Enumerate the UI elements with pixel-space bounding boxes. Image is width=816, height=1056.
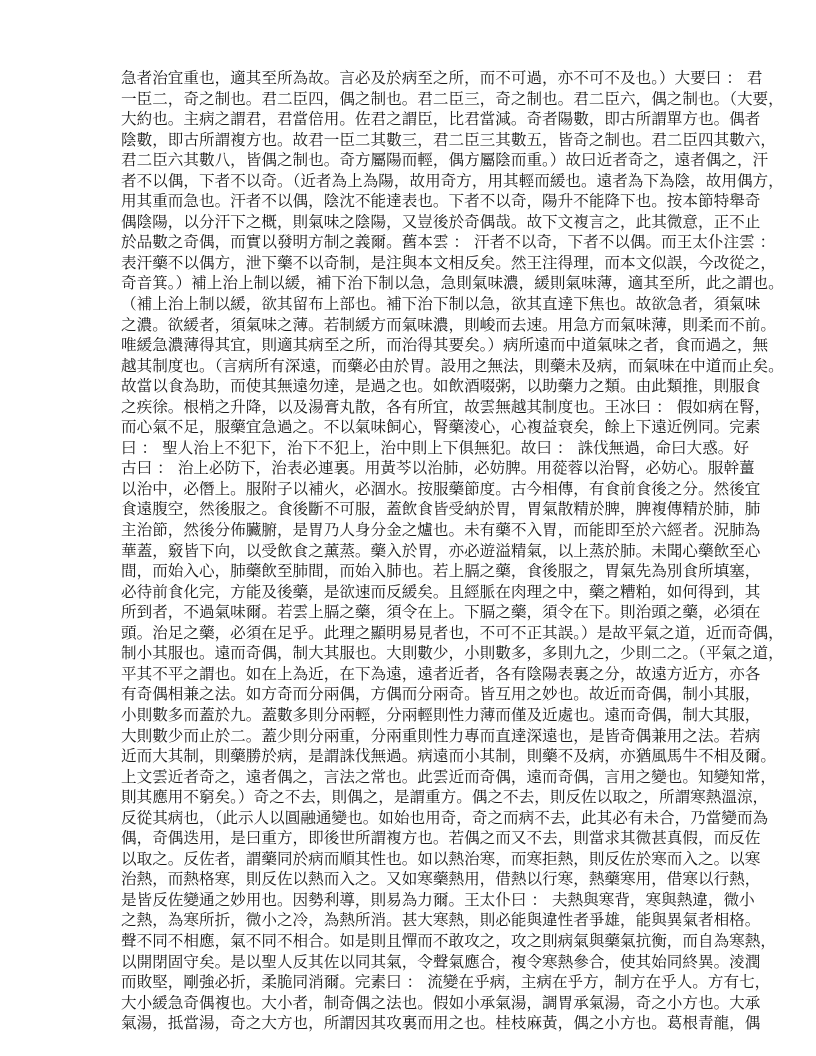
text-line: 故當以食為助，而使其無遠勿達，是過之也。如飲酒啜粥，以助藥力之類。由此類推，則服食: [121, 377, 761, 396]
text-line: 而敗堅，剛強必折，柔脆同消爾。完素曰 ： 流變在乎病，主病在乎方，制方在乎人。方有七，: [121, 973, 771, 992]
document-page: [121, 68, 784, 1034]
text-line: 大約也。主病之謂君，君當倍用。佐君之謂臣，比君當減。奇者陽數，即古所謂單方也。偶者: [121, 110, 761, 129]
text-line: 反從其病也，（此示人以圓融通變也。如始也用奇，奇之而病不去，此其必有未合，乃當變而為: [121, 808, 769, 827]
text-line: 大則數少而止於二。蓋少則分兩重，分兩重則性力專而直達深遠也，是皆奇偶兼用之法。若病: [121, 726, 761, 745]
text-line: 偶陰陽，以分汗下之概，則氣味之陰陽，又豈後於奇偶哉。故下文複言之，此其微意，正不止: [121, 212, 761, 231]
text-line: 大小緩急奇偶複也。大小者，制奇偶之法也。假如小承氣湯，調胃承氣湯，奇之小方也。大承: [121, 993, 761, 1012]
text-line: 一臣二，奇之制也。君二臣四，偶之制也。君二臣三，奇之制也。君二臣六，偶之制也。（大要，: [121, 89, 784, 108]
text-line: 聲不同不相應，氣不同不相合。如是則且憚而不敢攻之，攻之則病氣與藥氣抗衡，而自為寒熱，: [121, 931, 776, 950]
text-line: 上文雲近者奇之，遠者偶之，言法之常也。此雲近而奇偶，遠而奇偶，言用之變也。知變知常，: [121, 767, 776, 786]
text-line: 君二臣六其數八，皆偶之制也。奇方屬陽而輕，偶方屬陰而重。）故曰近者奇之，遠者偶之，汗: [121, 151, 769, 170]
text-line: 以取之。反佐者，謂藥同於病而順其性也。如以熱治寒，而寒拒熱，則反佐於寒而入之。以寒: [121, 849, 761, 868]
text-line: 制小其服也。遠而奇偶，制大其服也。大則數少，小則數多，多則九之，少則二之。（平氣之道，: [121, 644, 784, 663]
text-line: 者不以偶，下者不以奇。（近者為上為陽，故用奇方，用其輕而緩也。遠者為下為陰，故用偶方，: [121, 171, 784, 190]
text-line: 以開閉固守矣。是以聖人反其佐以同其氣，令聲氣應合，複令寒熱參合，使其始同終異。淩潤: [121, 952, 761, 971]
text-line: 必待前食化完，方能及後藥，是欲速而反緩矣。且經脈在肉理之中，藥之糟粕，如何得到，其: [121, 582, 761, 601]
text-line: 之疾徐。根梢之升降，以及湯膏丸散，各有所宜，故雲無越其制度也。王冰曰 ： 假如病在腎，: [121, 397, 771, 416]
text-line: 食遠腹空，然後服之。食後斷不可服，蓋飲食皆受納於胃，胃氣散精於脾，脾複傳精於肺，肺: [121, 500, 761, 519]
text-line: 而心氣不足，服藥宜急過之。不以氣味飼心，腎藥淩心，心複益衰矣，餘上下遠近例同。完素: [121, 418, 761, 437]
text-line: 所到者，不過氣味爾。若雲上膈之藥，須令在上。下膈之藥，須令在下。則治頭之藥，必須在: [121, 603, 761, 622]
text-line: 曰 ： 聖人治上不犯下，治下不犯上，治中則上下俱無犯。故曰 ： 誅伐無過，命曰大惑。好: [121, 438, 749, 457]
text-line: 偶，奇偶迭用，是曰重方，即後世所謂複方也。若偶之而又不去，則當求其微甚真假，而反佐: [121, 829, 761, 848]
text-line: 平其不平之謂也。如在上為近，在下為遠，遠者近者，各有陰陽表裏之分，故遠方近方，亦各: [121, 664, 761, 683]
text-line: 華蓋，竅皆下向，以受飲食之薰蒸。藥入於胃，亦必遊溢精氣，以上蒸於肺。未聞心藥飲至心: [121, 541, 761, 560]
text-line: 近而大其制，則藥勝於病，是謂誅伐無過。病遠而小其制，則藥不及病，亦猶風馬牛不相及爾。: [121, 747, 776, 766]
text-line: 古曰 ： 治上必防下，治表必連裏。用黃芩以治肺，必妨脾。用蓯蓉以治腎，必妨心。服幹薑: [121, 459, 755, 478]
text-line: 於品數之奇偶，而實以發明方制之義爾。舊本雲 ： 汗者不以奇，下者不以偶。而王太仆注雲 ：: [121, 233, 776, 252]
text-line: 則其應用不窮矣。）奇之不去，則偶之，是謂重方。偶之不去，則反佐以取之，所謂寒熱溫涼，: [121, 788, 769, 807]
body-text: [121, 68, 784, 1034]
text-line: 之熱，為寒所折，微小之冷，為熱所消。甚大寒熱，則必能與違性者爭雄，能與異氣者相格。: [121, 911, 761, 930]
text-line: 有奇偶相兼之法。如方奇而分兩偶，方偶而分兩奇。皆互用之妙也。故近而奇偶，制小其服，: [121, 685, 761, 704]
text-line: 主治節，然後分佈臟腑，是胃乃人身分金之爐也。未有藥不入胃，而能即至於六經者。況肺為: [121, 521, 761, 540]
text-line: 陰數，即古所謂複方也。故君一臣二其數三，君二臣三其數五，皆奇之制也。君二臣四其數六，: [121, 130, 776, 149]
text-line: 越其制度也。（言病所有深遠，而藥必由於胃。設用之無法，則藥未及病，而氣味在中道而止矣。: [121, 356, 784, 375]
text-line: 小則數多而蓋於九。蓋數多則分兩輕，分兩輕則性力薄而僅及近處也。遠而奇偶，制大其服，: [121, 705, 761, 724]
text-line: （補上治上制以緩，欲其留布上部也。補下治下制以急，欲其直達下焦也。故欲急者，須氣味: [121, 295, 761, 314]
text-line: 表汗藥不以偶方，泄下藥不以奇制，是注與本文相反矣。然王注得理，而本文似誤，今改從之，: [121, 253, 776, 272]
text-line: 唯緩急濃薄得其宜，則適其病至之所，而治得其要矣。）病所遠而中道氣味之者，食而過之，無: [121, 336, 769, 355]
text-line: 急者治宜重也，適其至所為故。言必及於病至之所，而不可過，亦不可不及也。）大要曰 ： 君: [121, 69, 763, 87]
text-line: 以治中，必僭上。服附子以補火，必涸水。按服藥節度。古今相傳，有食前食後之分。然後宜: [121, 479, 761, 498]
text-line: 治熱，而熱格寒，則反佐以熱而入之。又如寒藥熱用，借熱以行寒，熱藥寒用，借寒以行熱，: [121, 870, 761, 889]
text-line: 氣湯，抵當湯，奇之大方也，所謂因其攻裏而用之也。桂枝麻黃，偶之小方也。葛根青龍，偶: [121, 1014, 761, 1033]
text-line: 用其重而急也。汗者不以偶，陰沈不能達表也。下者不以奇，陽升不能降下也。按本節特舉奇: [121, 192, 761, 211]
text-line: 之濃。欲緩者，須氣味之薄。若制緩方而氣味濃，則峻而去速。用急方而氣味薄，則柔而不前。: [121, 315, 776, 334]
text-line: 間，而始入心，肺藥飲至肺間，而始入肺也。若上膈之藥，食後服之，胃氣先為別食所填塞，: [121, 562, 761, 581]
text-line: 是皆反佐變通之妙用也。因勢利導，則易為力爾。王太仆曰 ： 夫熱與寒背，寒與熱違，微小: [121, 890, 755, 909]
text-line: 奇音箕。）補上治上制以緩，補下治下制以急，急則氣味濃，緩則氣味薄，適其至所，此之謂也。: [121, 274, 784, 293]
text-line: 頭。治足之藥，必須在足乎。此理之顯明易見者也，不可不正其誤。）是故平氣之道，近而奇偶，: [121, 623, 784, 642]
